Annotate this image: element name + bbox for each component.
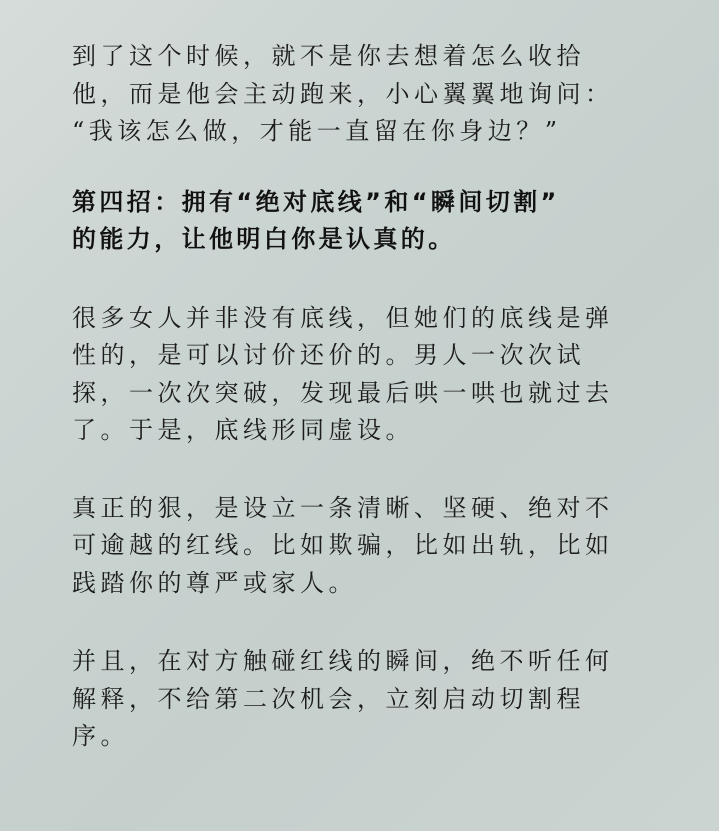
heading-line: 第四招：拥有“绝对底线”和“瞬间切割” [72,187,560,216]
text-line: 探，一次次突破，发现最后哄一哄也就过去 [72,378,614,407]
paragraph-4 [72,643,669,756]
text-line: “我该怎么做，才能一直留在你身边？” [72,117,562,145]
paragraph-gap [72,151,669,184]
paragraph-gap [72,450,669,490]
heading-line: 的能力，让他明白你是认真的。 [72,225,456,253]
text-line: 序。 [72,722,129,750]
text-line: 真正的狠，是设立一条清晰、坚硬、绝对不 [72,493,614,522]
text-line: 到了这个时候，就不是你去想着怎么收拾 [72,42,585,70]
text-line: 很多女人并非没有底线，但她们的底线是弹 [72,303,614,332]
section-heading [72,184,669,259]
text-line: 性的，是可以讨价还价的。男人一次次试 [72,341,585,369]
paragraph-1 [72,38,669,151]
text-line: 了。于是，底线形同虚设。 [72,416,414,444]
paragraph-gap [72,259,669,300]
text-line: 解释，不给第二次机会，立刻启动切割程 [72,684,585,713]
text-line: 他，而是他会主动跑来，小心翼翼地询问： [72,79,614,108]
text-line: 并且，在对方触碰红线的瞬间，绝不听任何 [72,647,614,675]
paragraph-3 [72,490,669,603]
paragraph-gap [72,602,669,643]
text-line: 践踏你的尊严或家人。 [72,568,357,597]
text-line: 可逾越的红线。比如欺骗，比如出轨，比如 [72,531,614,559]
paragraph-2 [72,300,669,450]
